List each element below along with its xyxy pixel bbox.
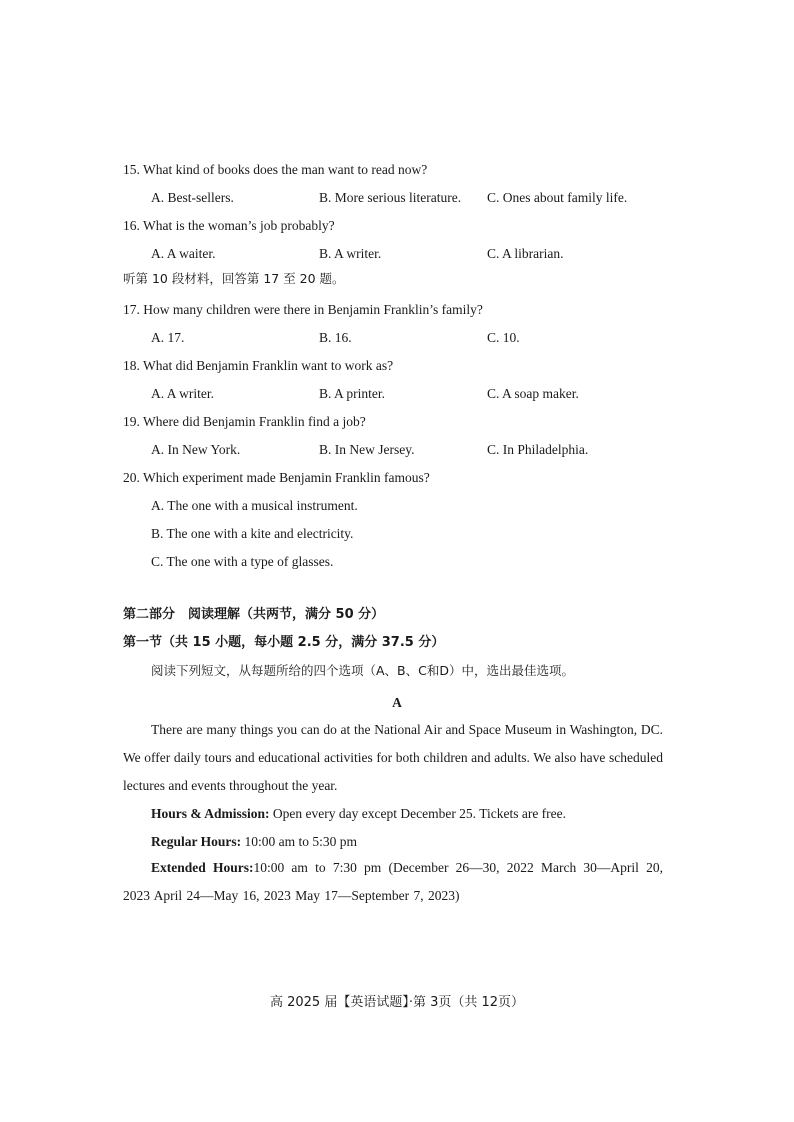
question-16-option-a: A. A waiter. (151, 246, 216, 261)
question-20-option-c: C. The one with a type of glasses. (151, 554, 334, 569)
question-17-option-b: B. 16. (319, 330, 352, 345)
question-16-option-c: C. A librarian. (487, 246, 564, 261)
extended-label: Extended Hours: (151, 860, 254, 875)
question-18-option-c: C. A soap maker. (487, 386, 579, 401)
regular-label: Regular Hours: (151, 834, 242, 849)
section-one-heading: 第一节（共 15 小题，每小题 2.5 分，满分 37.5 分） (123, 635, 445, 650)
question-19-option-b: B. In New Jersey. (319, 442, 415, 457)
reading-instruction: 阅读下列短文，从每题所给的四个选项（A、B、C和D）中，选出最佳选项。 (151, 663, 574, 678)
passage-intro (123, 716, 663, 800)
hours-label: Hours & Admission: (151, 806, 270, 821)
hours-text: Open every day except December 25. Tickets are free. (269, 806, 567, 821)
question-19-option-c: C. In Philadelphia. (487, 442, 589, 457)
question-17-option-a: A. 17. (151, 330, 185, 345)
page-footer: 高 2025 届【英语试题】·第 3页（共 12页） (269, 995, 525, 1010)
question-15-option-b: B. More serious literature. (319, 190, 462, 205)
question-20-stem: 20. Which experiment made Benjamin Franklin famous? (123, 470, 430, 485)
question-20-option-b: B. The one with a kite and electricity. (151, 526, 354, 541)
question-15-stem: 15. What kind of books does the man want to read now? (123, 162, 428, 177)
question-16-option-b: B. A writer. (319, 246, 382, 261)
question-19-option-a: A. In New York. (151, 442, 241, 457)
passage-intro-text: There are many things you can do at the National Air and Space Museum in Washington, DC. We offer daily tours and educational activities for both children and adults. We also have scheduled lectures and events throughout the year. (123, 722, 663, 793)
question-20-option-a: A. The one with a musical instrument. (151, 498, 358, 513)
question-18-stem: 18. What did Benjamin Franklin want to work as? (123, 358, 394, 373)
question-19-stem: 19. Where did Benjamin Franklin find a job? (123, 414, 366, 429)
question-17-option-c: C. 10. (487, 330, 520, 345)
extended-hours (123, 854, 663, 910)
question-15-option-a: A. Best-sellers. (151, 190, 234, 205)
passage-label: A (392, 695, 402, 710)
question-15-option-c: C. Ones about family life. (487, 190, 628, 205)
hours-admission (151, 805, 566, 823)
part-two-heading: 第二部分 阅读理解（共两节，满分 50 分） (123, 607, 385, 622)
question-17-stem: 17. How many children were there in Benjamin Franklin’s family? (123, 302, 483, 317)
regular-text: 10:00 am to 5:30 pm (241, 834, 357, 849)
extended-text: 10:00 am to 7:30 pm (December 26—30, 2022 March 30—April 20, 2023 April 24—May 16, 2023 May 17—September 7, 2023) (123, 860, 663, 903)
regular-hours (151, 833, 357, 851)
question-18-option-a: A. A writer. (151, 386, 214, 401)
question-16-stem: 16. What is the woman’s job probably? (123, 218, 335, 233)
listening-instruction: 听第 10 段材料，回答第 17 至 20 题。 (123, 271, 345, 286)
question-18-option-b: B. A printer. (319, 386, 386, 401)
